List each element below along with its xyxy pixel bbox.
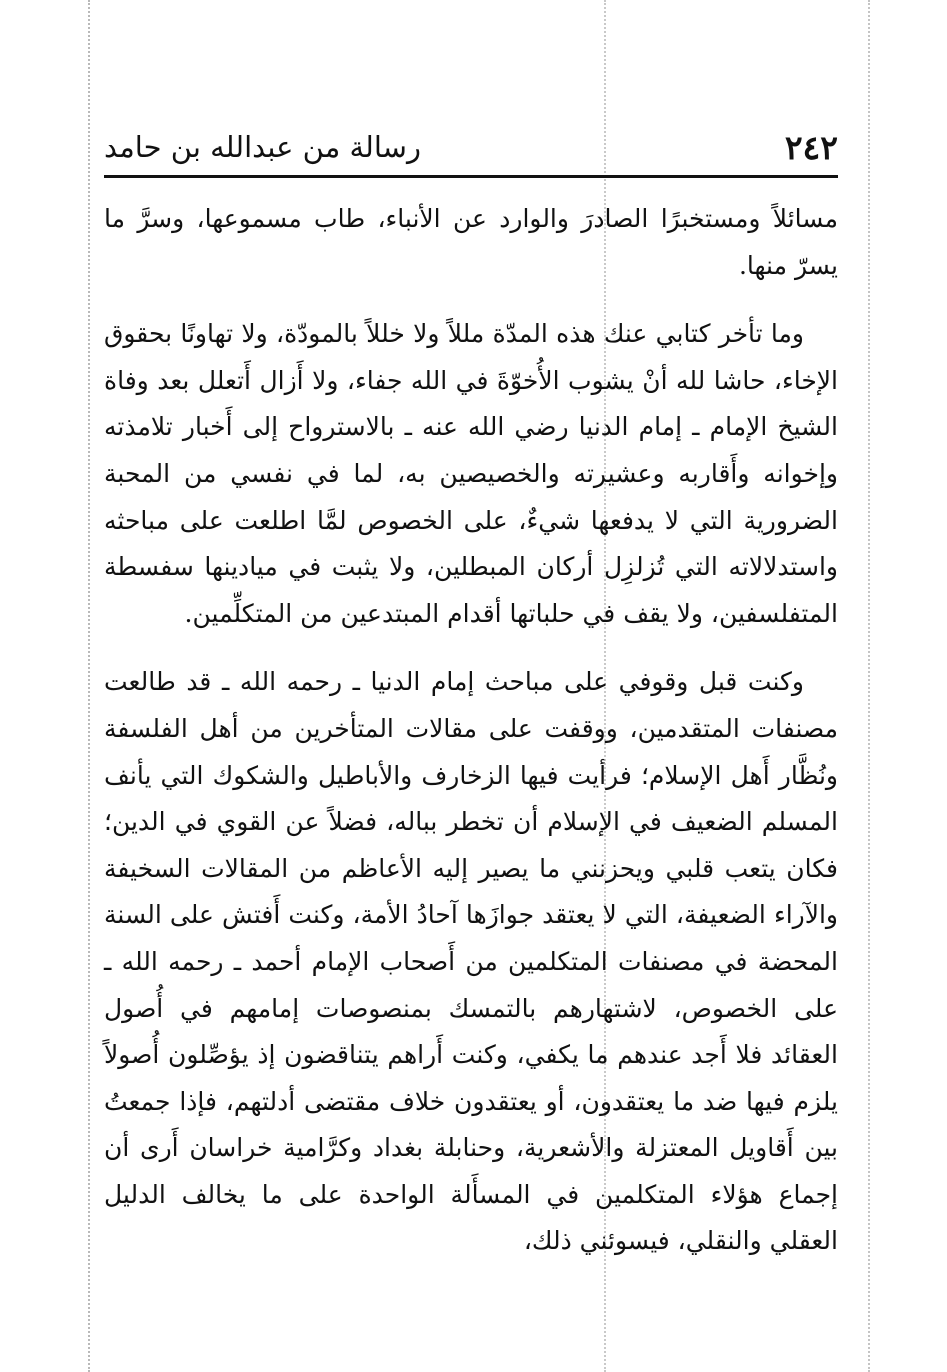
running-title: رسالة من عبدالله بن حامد bbox=[104, 130, 421, 164]
body-text bbox=[104, 196, 838, 1265]
paragraph-2: وما تأخر كتابي عنك هذه المدّة مللاً ولا خللاً بالمودّة، ولا تهاونًا بحقوق الإخاء، حاشا لله أنْ يشوب الأُخوّةَ في الله جفاء، ولا أَزال أَتعلل بعد وفاة الشيخ الإمام ـ إمام الدنيا رضي الله عنه ـ بالاسترواح إلى أَخبار تلامذته وإخوانه وأَقاربه وعشيرته والخصيصين به، لما في نفسي من المحبة الضرورية التي لا يدفعها شيءٌ، على الخصوص لمَّا اطلعت على مباحثه واستدلالاته التي تُزلزِل أركان المبطلين، ولا يثبت في ميادينها سفسطة المتفلسفين، ولا يقف في حلباتها أقدام المبتدعين من المتكلِّمين. bbox=[104, 319, 838, 628]
paragraph-1: مسائلاً ومستخبرًا الصادرَ والوارد عن الأنباء، طاب مسموعها، وسرَّ ما يسرّ منها. bbox=[104, 204, 838, 280]
page-number: ٢٤٢ bbox=[784, 128, 838, 167]
page-header bbox=[104, 126, 838, 172]
scan-margin-guide-right bbox=[868, 0, 870, 1372]
header-rule bbox=[104, 175, 838, 178]
paragraph-3: وكنت قبل وقوفي على مباحث إمام الدنيا ـ رحمه الله ـ قد طالعت مصنفات المتقدمين، ووقفت على مقالات المتأخرين من أهل الفلسفة ونُظَّار أَهل الإسلام؛ فرأيت فيها الزخارف والأباطيل والشكوك التي يأنف المسلم الضعيف في الإسلام أن تخطر بباله، فضلاً عن القوي في الدين؛ فكان يتعب قلبي ويحزنني ما يصير إليه الأعاظم من المقالات السخيفة والآراء الضعيفة، التي لا يعتقد جوازَها آحادُ الأمة، وكنت أَفتش على السنة المحضة في مصنفات المتكلمين من أَصحاب الإمام أحمد ـ رحمه الله ـ على الخصوص، لاشتهارهم بالتمسك بمنصوصات إمامهم في أُصول العقائد فلا أَجد عندهم ما يكفي، وكنت أَراهم يتناقضون إذ يؤصِّلون أُصولاً يلزم فيها ضد ما يعتقدون، أو يعتقدون خلاف مقتضى أدلتهم، فإذا جمعتُ بين أَقاويل المعتزلة والأشعرية، وحنابلة بغداد وكرَّامية خراسان أَرى أن إجماع هؤلاء المتكلمين في المسأَلة الواحدة على ما يخالف الدليل العقلي والنقلي، فيسوئني ذلك، bbox=[104, 667, 838, 1256]
scan-margin-guide-left bbox=[88, 0, 90, 1372]
